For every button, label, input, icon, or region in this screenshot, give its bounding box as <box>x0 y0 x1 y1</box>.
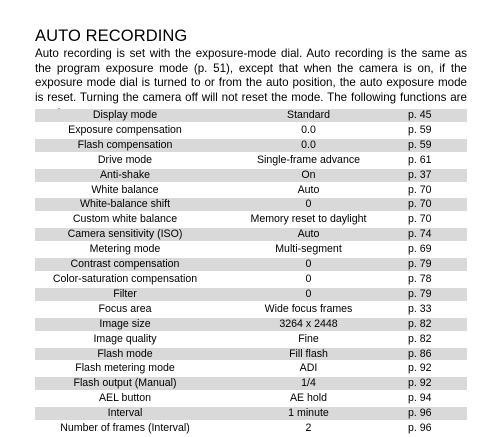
table-row <box>35 258 467 271</box>
value-cell: Memory reset to daylight <box>250 213 367 226</box>
value-cell: On <box>215 169 402 182</box>
function-cell: Image quality <box>93 332 157 345</box>
function-cell: Flash metering mode <box>75 362 175 375</box>
table-row <box>35 377 467 390</box>
page-ref-cell: p. 82 <box>408 332 432 345</box>
function-cell: Anti-shake <box>35 169 215 182</box>
table-row <box>35 273 467 286</box>
table-row <box>35 243 467 256</box>
value-cell: 0 <box>215 258 402 271</box>
function-cell: Metering mode <box>89 243 161 256</box>
function-cell: Display mode <box>35 109 215 122</box>
function-cell: Exposure compensation <box>68 123 182 136</box>
table-row <box>35 333 467 346</box>
page-ref-cell: p. 59 <box>408 123 432 136</box>
page-ref-cell: p. 78 <box>408 272 432 285</box>
page-ref-cell: p. 74 <box>402 228 467 241</box>
table-row <box>35 213 467 226</box>
table-body <box>35 109 467 435</box>
value-cell: 3264 x 2448 <box>215 318 402 331</box>
page-ref-cell: p. 92 <box>408 362 432 375</box>
function-cell: Contrast compensation <box>35 258 215 271</box>
function-cell: Custom white balance <box>72 213 178 226</box>
function-cell: Focus area <box>98 302 152 315</box>
function-cell: Number of frames (Interval) <box>60 422 190 435</box>
table-row <box>35 228 467 241</box>
intro-paragraph: Auto recording is set with the exposure-mode dial. Auto recording is the same as the program exposure mode (p. 51), except that when the camera is on, if the exposure mode dial is turned to or from the auto position, the auto exposure mode is reset. Turning the camera off will not reset the mode. The following functions are <box>35 47 467 105</box>
page-ref-cell: p. 82 <box>402 318 467 331</box>
table-row <box>35 362 467 375</box>
page-ref-cell: p. 33 <box>408 302 432 315</box>
page-ref-cell: p. 86 <box>402 348 467 361</box>
section-heading: AUTO RECORDING <box>35 27 188 45</box>
function-cell: Interval <box>35 407 215 420</box>
page-ref-cell: p. 79 <box>402 258 467 271</box>
function-cell: Flash output (Manual) <box>35 377 215 390</box>
page-ref-cell: p. 96 <box>408 422 432 435</box>
table-row <box>35 288 467 301</box>
value-cell: 0 <box>215 288 402 301</box>
function-cell: Drive mode <box>97 153 153 166</box>
function-cell: Flash mode <box>35 348 215 361</box>
value-cell: 0.0 <box>301 123 316 136</box>
value-cell: Multi-segment <box>275 243 342 256</box>
value-cell: Fill flash <box>215 348 402 361</box>
page-ref-cell: p. 37 <box>402 169 467 182</box>
function-cell: Filter <box>35 288 215 301</box>
table-row <box>35 184 467 197</box>
table-row <box>35 198 467 211</box>
table-row <box>35 109 467 122</box>
page-ref-cell: p. 69 <box>408 243 432 256</box>
table-row <box>35 392 467 405</box>
value-cell: ADI <box>299 362 318 375</box>
value-cell: AE hold <box>289 392 328 405</box>
page-ref-cell: p. 45 <box>402 109 467 122</box>
table-row <box>35 348 467 361</box>
function-cell: Color-saturation compensation <box>52 272 198 285</box>
value-cell: 0 <box>305 272 312 285</box>
page-ref-cell: p. 92 <box>402 377 467 390</box>
page-ref-cell: p. 59 <box>402 139 467 152</box>
value-cell: Standard <box>215 109 402 122</box>
table-row <box>35 124 467 137</box>
function-cell: AEL button <box>98 392 152 405</box>
page-ref-cell: p. 70 <box>402 198 467 211</box>
table-row <box>35 169 467 182</box>
table-row <box>35 422 467 435</box>
function-cell: Camera sensitivity (ISO) <box>35 228 215 241</box>
value-cell: Fine <box>298 332 319 345</box>
page-ref-cell: p. 61 <box>408 153 432 166</box>
table-row <box>35 318 467 331</box>
value-cell: Auto <box>297 183 320 196</box>
table-row <box>35 154 467 167</box>
function-cell: Image size <box>35 318 215 331</box>
value-cell: Single-frame advance <box>256 153 361 166</box>
page-ref-cell: p. 94 <box>408 392 432 405</box>
value-cell: 0 <box>215 198 402 211</box>
page-ref-cell: p. 70 <box>408 213 432 226</box>
table-row <box>35 407 467 420</box>
function-cell: Flash compensation <box>35 139 215 152</box>
function-cell: White balance <box>91 183 159 196</box>
value-cell: 1/4 <box>215 377 402 390</box>
value-cell: Wide focus frames <box>264 302 353 315</box>
function-cell: White-balance shift <box>35 198 215 211</box>
reset-functions-table <box>35 107 467 437</box>
value-cell: 0.0 <box>215 139 402 152</box>
value-cell: 1 minute <box>215 407 402 420</box>
value-cell: 2 <box>305 422 312 435</box>
page-ref-cell: p. 96 <box>402 407 467 420</box>
value-cell: Auto <box>215 228 402 241</box>
table-row <box>35 303 467 316</box>
table-row <box>35 139 467 152</box>
page-ref-cell: p. 70 <box>408 183 432 196</box>
page-ref-cell: p. 79 <box>402 288 467 301</box>
